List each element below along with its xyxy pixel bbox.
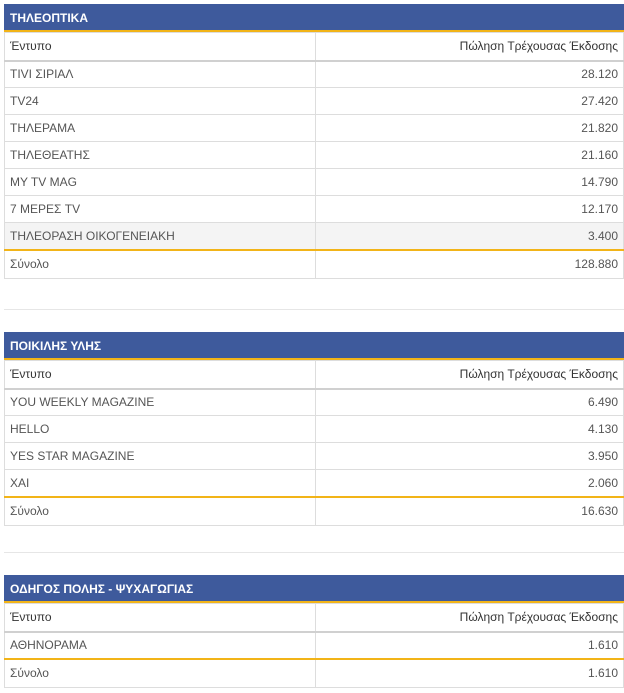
total-label: Σύνολο — [5, 497, 316, 526]
row-name: TV24 — [5, 88, 316, 115]
row-value: 12.170 — [316, 196, 624, 223]
total-row — [5, 659, 624, 688]
row-name: XAI — [5, 470, 316, 497]
row-value: 28.120 — [316, 61, 624, 88]
row-value: 21.820 — [316, 115, 624, 142]
column-header-value: Πώληση Τρέχουσας Έκδοσης — [316, 33, 624, 61]
table-row — [5, 389, 624, 416]
table-header-row — [5, 604, 624, 632]
table-row — [5, 115, 624, 142]
total-label: Σύνολο — [5, 659, 316, 688]
row-name: ΤΗΛΕΘΕΑΤΗΣ — [5, 142, 316, 169]
table-row — [5, 88, 624, 115]
table-row — [5, 169, 624, 196]
table-header-row — [5, 361, 624, 389]
row-value: 27.420 — [316, 88, 624, 115]
section-title: ΟΔΗΓΟΣ ΠΟΛΗΣ - ΨΥΧΑΓΩΓΙΑΣ — [4, 575, 624, 603]
column-header-name: Έντυπο — [5, 361, 316, 389]
row-value: 3.400 — [316, 223, 624, 250]
table-row — [5, 196, 624, 223]
table-row — [5, 142, 624, 169]
row-name: ΤΗΛΕΡΑΜΑ — [5, 115, 316, 142]
table-row — [5, 470, 624, 497]
table-header-row — [5, 33, 624, 61]
table-row — [5, 61, 624, 88]
section-odigos-polis — [4, 575, 624, 688]
row-name: YOU WEEKLY MAGAZINE — [5, 389, 316, 416]
row-value: 6.490 — [316, 389, 624, 416]
row-value: 4.130 — [316, 416, 624, 443]
table-row — [5, 223, 624, 250]
row-value: 1.610 — [316, 632, 624, 659]
sales-table — [4, 603, 624, 688]
row-value: 14.790 — [316, 169, 624, 196]
section-title: ΠΟΙΚΙΛΗΣ ΥΛΗΣ — [4, 332, 624, 360]
table-row — [5, 443, 624, 470]
total-row — [5, 250, 624, 279]
total-value: 16.630 — [316, 497, 624, 526]
row-name: ΑΘΗΝΟΡΑΜΑ — [5, 632, 316, 659]
column-header-name: Έντυπο — [5, 33, 316, 61]
section-tileoptika — [4, 4, 624, 279]
total-label: Σύνολο — [5, 250, 316, 279]
table-row — [5, 632, 624, 659]
sales-table — [4, 32, 624, 279]
row-name: HELLO — [5, 416, 316, 443]
row-name: YES STAR MAGAZINE — [5, 443, 316, 470]
section-divider — [4, 552, 624, 553]
column-header-value: Πώληση Τρέχουσας Έκδοσης — [316, 604, 624, 632]
row-value: 2.060 — [316, 470, 624, 497]
total-row — [5, 497, 624, 526]
total-value: 128.880 — [316, 250, 624, 279]
section-title: ΤΗΛΕΟΠΤΙΚΑ — [4, 4, 624, 32]
row-name: 7 ΜΕΡΕΣ TV — [5, 196, 316, 223]
row-name: MY TV MAG — [5, 169, 316, 196]
row-value: 21.160 — [316, 142, 624, 169]
section-divider — [4, 309, 624, 310]
total-value: 1.610 — [316, 659, 624, 688]
row-value: 3.950 — [316, 443, 624, 470]
column-header-value: Πώληση Τρέχουσας Έκδοσης — [316, 361, 624, 389]
row-name: ΤΗΛΕΟΡΑΣΗ ΟΙΚΟΓΕΝΕΙΑΚΗ — [5, 223, 316, 250]
column-header-name: Έντυπο — [5, 604, 316, 632]
section-poikilis-ylis — [4, 332, 624, 526]
table-row — [5, 416, 624, 443]
sales-table — [4, 360, 624, 526]
row-name: TIVI ΣΙΡΙΑΛ — [5, 61, 316, 88]
